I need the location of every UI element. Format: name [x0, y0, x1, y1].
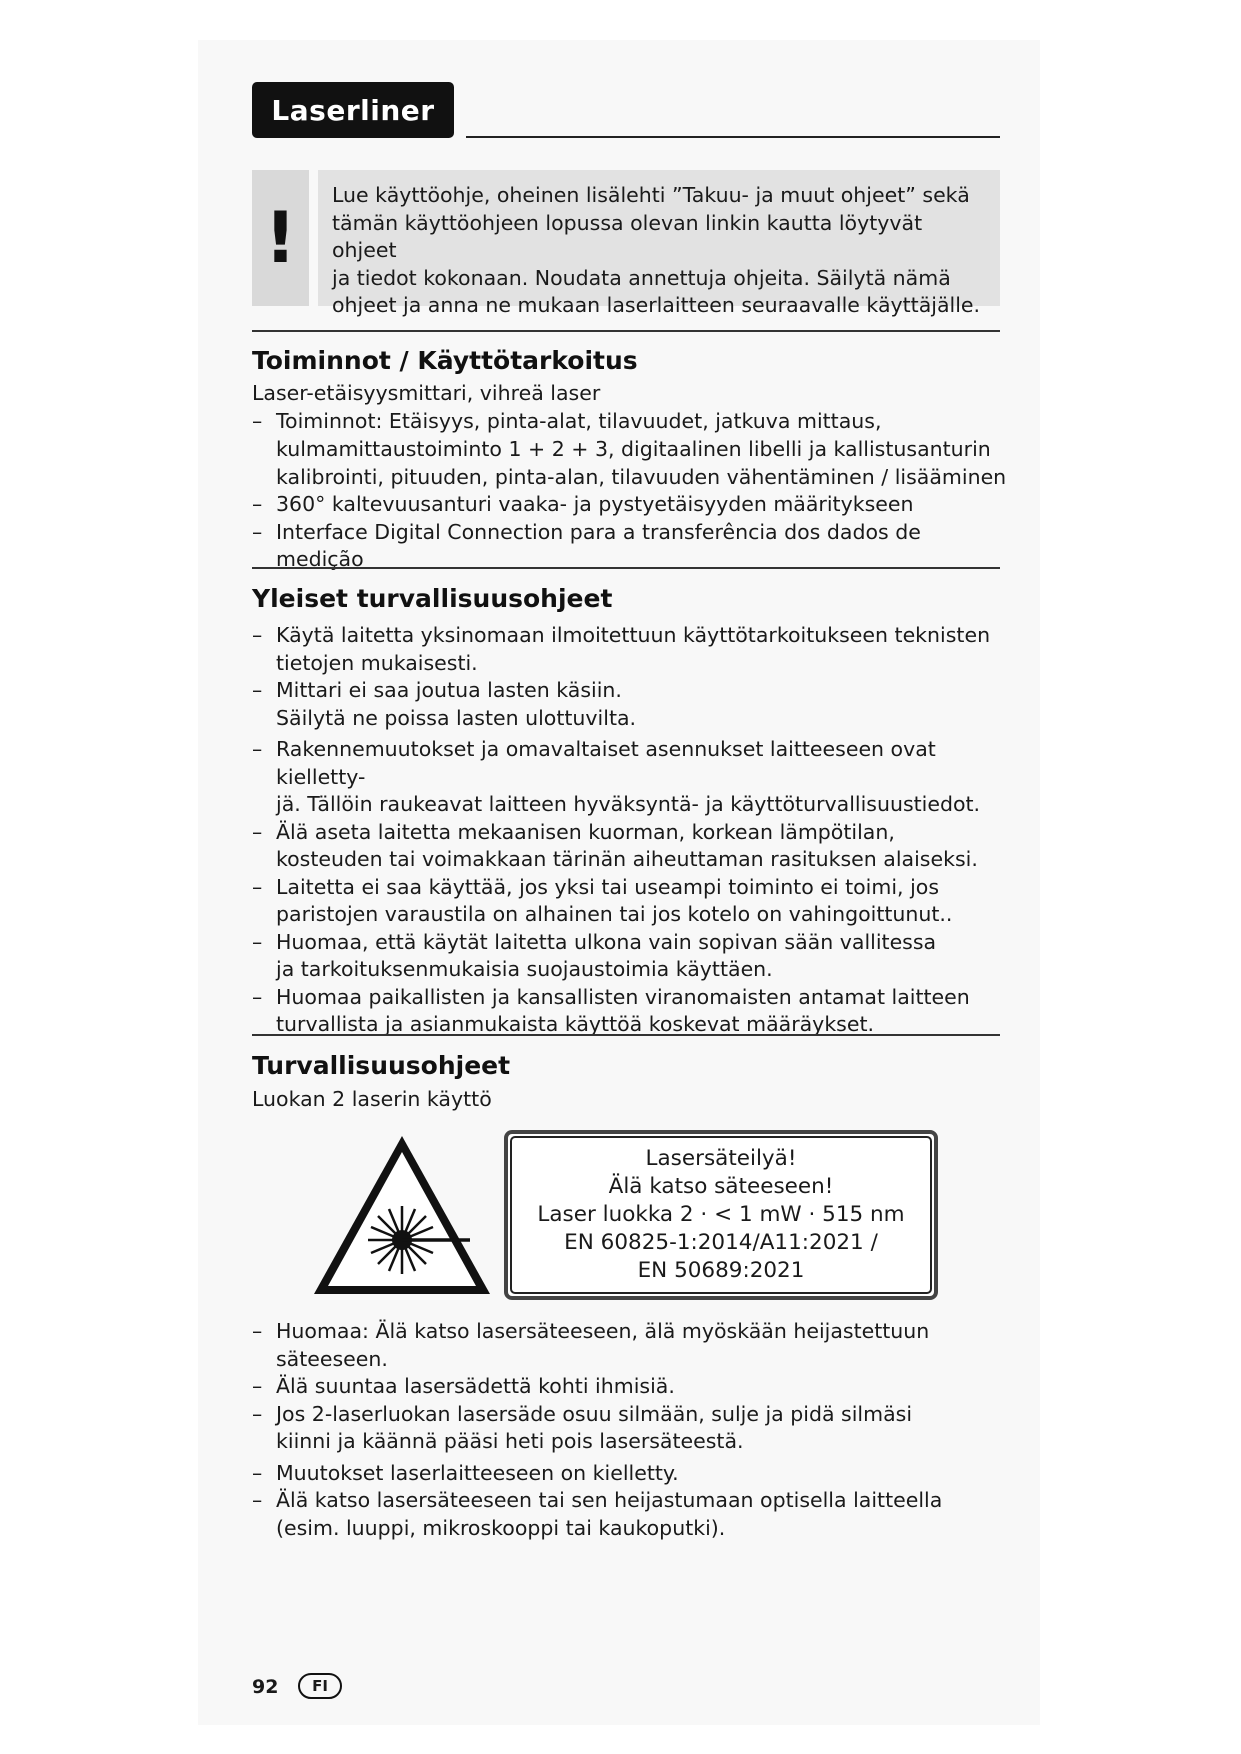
- bullet-dash: –: [252, 1319, 263, 1343]
- header: [252, 82, 1000, 142]
- laser-warning-label: [504, 1130, 938, 1300]
- list-line: Käytä laitetta yksinomaan ilmoitettuun käyttötarkoitukseen teknisten: [276, 623, 991, 647]
- laser-safety-body: [252, 1318, 1012, 1542]
- language-badge: FI: [298, 1673, 342, 1699]
- list-line: Huomaa paikallisten ja kansallisten viranomaisten antamat laitteen: [276, 984, 970, 1009]
- general-safety-body: [252, 622, 1012, 1039]
- list-line: ja tarkoituksenmukaisia suojaustoimia käyttäen.: [276, 957, 773, 981]
- notice-line: tämän käyttöohjeen lopussa olevan linkin kautta löytyvät ohjeet: [332, 210, 923, 262]
- bullet-dash: –: [252, 1374, 263, 1398]
- notice-box: [252, 170, 1000, 317]
- list-line: 360° kaltevuusanturi vaaka- ja pystyetäisyyden määritykseen: [276, 492, 914, 516]
- list-line: Säilytä ne poissa lasten ulottuvilta.: [276, 705, 637, 730]
- list-item: [252, 1318, 1012, 1373]
- list-line: Rakennemuutokset ja omavaltaiset asennukset laitteeseen ovat kielletty-: [276, 737, 936, 789]
- bullet-dash: –: [252, 929, 263, 954]
- list-line: jä. Tällöin raukeavat laitteen hyväksyntä- ja käyttöturvallisuustiedot.: [276, 792, 981, 816]
- list-item: [252, 1373, 1012, 1401]
- list-item: [252, 929, 1012, 984]
- list-line: Laitetta ei saa käyttää, jos yksi tai useampi toiminto ei toimi, jos: [276, 874, 939, 899]
- page-number: 92: [252, 1676, 279, 1698]
- list-line: kalibrointi, pituuden, pinta-alan, tilavuuden vähentäminen / lisääminen: [276, 464, 1007, 489]
- list-line: Muutokset laserlaitteeseen on kielletty.: [276, 1460, 679, 1485]
- laser-warning-text: [510, 1136, 932, 1294]
- list-line: tietojen mukaisesti.: [276, 650, 478, 675]
- laser-safety-subtitle: Luokan 2 laserin käyttö: [252, 1087, 492, 1111]
- list-line: Mittari ei saa joutua lasten käsiin.: [276, 678, 622, 702]
- list-item: [252, 622, 1012, 677]
- list-item: [252, 736, 1012, 819]
- exclamation-icon: !: [252, 170, 309, 306]
- bullet-dash: –: [252, 1401, 263, 1426]
- notice-text: [318, 170, 1000, 317]
- warning-line: EN 50689:2021: [637, 1258, 805, 1283]
- warning-line: Laser luokka 2 · < 1 mW · 515 nm: [537, 1202, 905, 1227]
- warning-line: Älä katso säteeseen!: [608, 1174, 834, 1199]
- brand-logo: Laserliner: [252, 82, 454, 138]
- laser-safety-title: Turvallisuusohjeet: [252, 1051, 511, 1080]
- notice-line: Lue käyttöohje, oheinen lisälehti ”Takuu- ja muut ohjeet” sekä: [332, 183, 970, 207]
- list-line: turvallista ja asianmukaista käyttöä koskevat määräykset.: [276, 1012, 875, 1036]
- bullet-dash: –: [252, 1488, 263, 1512]
- list-line: Jos 2-laserluokan lasersäde osuu silmään, sulje ja pidä silmäsi: [276, 1401, 913, 1426]
- list-line: kosteuden tai voimakkaan tärinän aiheuttaman rasituksen alaiseksi.: [276, 847, 978, 871]
- list-line: Interface Digital Connection para a transferência dos dados de medição: [276, 519, 921, 571]
- list-line: kiinni ja käännä pääsi heti pois lasersäteestä.: [276, 1429, 744, 1453]
- functions-subtitle: Laser-etäisyysmittari, vihreä laser: [252, 381, 601, 405]
- bullet-dash: –: [252, 408, 263, 433]
- bullet-dash: –: [252, 492, 263, 516]
- bullet-dash: –: [252, 819, 263, 844]
- bullet-dash: –: [252, 737, 263, 761]
- list-item: [252, 677, 1012, 732]
- bullet-dash: –: [252, 678, 263, 702]
- list-item: [252, 874, 1012, 929]
- bullet-dash: –: [252, 519, 263, 544]
- list-line: Älä katso lasersäteeseen tai sen heijastumaan optisella laitteella: [276, 1488, 943, 1512]
- functions-body: [252, 380, 1012, 574]
- section-rule: [252, 1034, 1000, 1036]
- list-item: [252, 408, 1012, 492]
- header-rule: [466, 136, 1000, 138]
- list-line: Älä suuntaa lasersädettä kohti ihmisiä.: [276, 1374, 675, 1398]
- functions-title: Toiminnot / Käyttötarkoitus: [252, 346, 638, 375]
- list-line: (esim. luuppi, mikroskooppi tai kaukoputki).: [276, 1515, 726, 1540]
- warning-line: EN 60825-1:2014/A11:2021 /: [564, 1230, 878, 1255]
- list-line: Huomaa, että käytät laitetta ulkona vain sopivan sään vallitessa: [276, 929, 937, 954]
- section-rule: [252, 567, 1000, 569]
- list-item: [252, 1487, 1012, 1542]
- bullet-dash: –: [252, 984, 263, 1009]
- bullet-dash: –: [252, 623, 263, 647]
- list-line: paristojen varaustila on alhainen tai jos kotelo on vahingoittunut..: [276, 902, 953, 926]
- list-line: Toiminnot: Etäisyys, pinta-alat, tilavuudet, jatkuva mittaus,: [276, 408, 882, 433]
- list-line: Älä aseta laitetta mekaanisen kuorman, korkean lämpötilan,: [276, 819, 895, 844]
- list-item: [252, 984, 1012, 1039]
- list-line: Huomaa: Älä katso lasersäteeseen, älä myöskään heijastettuun säteeseen.: [276, 1319, 930, 1371]
- bullet-dash: –: [252, 1460, 263, 1485]
- list-item: [252, 1460, 1012, 1488]
- general-safety-title: Yleiset turvallisuusohjeet: [252, 584, 613, 613]
- list-line: kulmamittaustoiminto 1 + 2 + 3, digitaalinen libelli ja kallistusanturin: [276, 437, 991, 461]
- list-item: [252, 491, 1012, 519]
- laser-warning-triangle-icon: [310, 1130, 495, 1300]
- list-item: [252, 1401, 1012, 1456]
- notice-line: ja tiedot kokonaan. Noudata annettuja ohjeita. Säilytä nämä: [332, 265, 951, 290]
- bullet-dash: –: [252, 874, 263, 899]
- section-rule: [252, 330, 1000, 332]
- notice-line: ohjeet ja anna ne mukaan laserlaitteen seuraavalle käyttäjälle.: [332, 293, 981, 317]
- list-item: [252, 819, 1012, 874]
- list-item: [252, 519, 1012, 574]
- warning-line: Lasersäteilyä!: [645, 1146, 797, 1171]
